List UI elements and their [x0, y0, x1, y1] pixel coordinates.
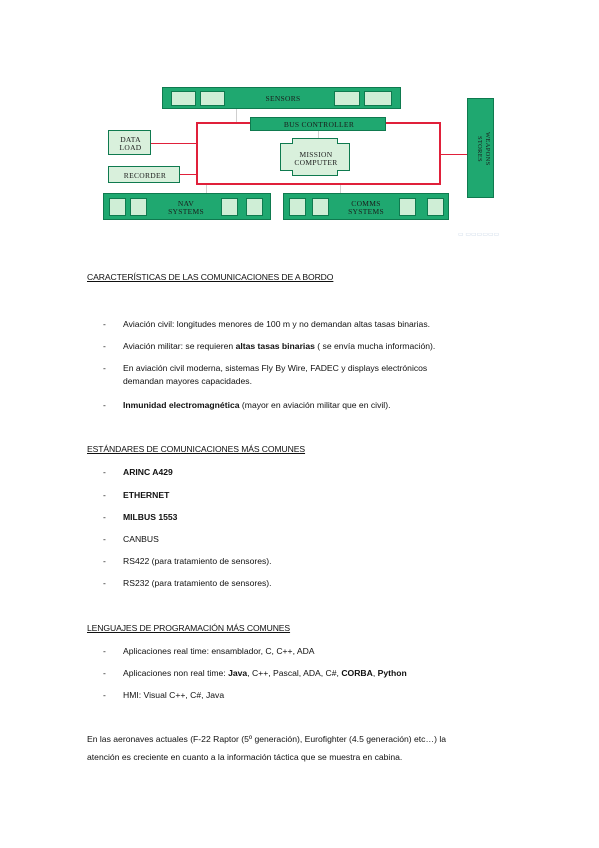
list-item-bold: MILBUS 1553	[123, 512, 178, 522]
list-item-text: En aviación civil moderna, sistemas Fly By Wire, FADEC y displays electrónicos	[123, 363, 428, 373]
list-item	[123, 362, 503, 388]
comms-systems-label-2: SYSTEMS	[348, 207, 384, 216]
list-item-text: , C++, Pascal, ADA, C#,	[247, 668, 342, 678]
list-item	[123, 667, 503, 680]
nav-slot	[246, 198, 263, 216]
connector-sensors	[236, 108, 237, 122]
bullet-dash: -	[103, 668, 106, 678]
list-item-text: ( se envía mucha información).	[314, 341, 436, 351]
nav-slot	[221, 198, 238, 216]
mission-computer-label-2: COMPUTER	[294, 158, 338, 167]
bullet-dash: -	[103, 578, 106, 588]
sensors-block	[162, 87, 401, 109]
list-item	[123, 399, 503, 412]
bus-controller-block	[250, 117, 386, 131]
list-item	[123, 511, 503, 524]
bus-controller-label: BUS CONTROLLER	[283, 120, 355, 129]
bullet-dash: -	[103, 400, 106, 410]
comms-systems-label-1: COMMS	[351, 199, 381, 208]
list-item-text: Aplicaciones real time: ensamblador, C, C++, ADA	[123, 646, 315, 656]
comms-slot	[399, 198, 416, 216]
comms-systems-block	[283, 193, 449, 220]
comms-slot	[289, 198, 306, 216]
list-item	[123, 689, 503, 702]
list-item-text: RS232 (para tratamiento de sensores).	[123, 578, 272, 588]
list-item	[123, 645, 503, 658]
bus-line-left	[196, 122, 198, 185]
nav-systems-label-1: NAV	[177, 199, 195, 208]
bullet-dash: -	[103, 490, 106, 500]
list-item-bold: Python	[377, 668, 407, 678]
nav-slot	[109, 198, 126, 216]
sensors-slot	[171, 91, 196, 106]
closing-line-2: atención es creciente en cuanto a la información táctica que se muestra en cabina.	[87, 752, 403, 762]
bus-line-recorder	[180, 174, 197, 175]
section-heading-caracteristicas: CARACTERÍSTICAS DE LAS COMUNICACIONES DE A BORDO	[87, 272, 334, 282]
list-item	[123, 340, 503, 353]
data-load-block	[108, 130, 151, 155]
list-item-text: demandan mayores capacidades.	[123, 376, 252, 386]
bus-line-data-load	[150, 143, 197, 144]
data-load-label-2: LOAD	[119, 143, 142, 152]
list-item-bold: ARINC A429	[123, 467, 173, 477]
avionics-architecture-diagram	[0, 0, 599, 250]
recorder-block	[108, 166, 180, 183]
weapons-label	[471, 107, 491, 191]
nav-systems-label-2: SYSTEMS	[168, 207, 204, 216]
mission-computer-tab	[292, 138, 338, 144]
list-item-text: HMI: Visual C++, C#, Java	[123, 690, 225, 700]
list-item	[123, 577, 503, 590]
list-item	[123, 555, 503, 568]
weapons-stores-block	[467, 98, 494, 198]
mission-computer-label-1: MISSION	[299, 150, 333, 159]
data-load-label-1: DATA	[120, 135, 141, 144]
bullet-dash: -	[103, 646, 106, 656]
mission-computer-block	[280, 143, 350, 171]
list-item	[123, 489, 503, 502]
list-item-bold: CORBA	[341, 668, 373, 678]
list-item-text: RS422 (para tratamiento de sensores).	[123, 556, 272, 566]
list-item-text: Aviación civil: longitudes menores de 100 m y no demandan altas tasas binarias.	[123, 319, 431, 329]
nav-slot	[130, 198, 147, 216]
recorder-label: RECORDER	[123, 171, 167, 180]
section-heading-lenguajes: LENGUAJES DE PROGRAMACIÓN MÁS COMUNES	[87, 623, 291, 633]
weapons-label-2: STORES	[476, 136, 483, 162]
list-item-text: CANBUS	[123, 534, 159, 544]
nav-systems-block	[103, 193, 271, 220]
bullet-dash: -	[103, 690, 106, 700]
bullet-dash: -	[103, 512, 106, 522]
list-item-bold: ETHERNET	[123, 490, 170, 500]
watermark-logo: ▭ ▭▭▭▭▭▭	[458, 232, 500, 238]
bullet-dash: -	[103, 556, 106, 566]
section-heading-estandares: ESTÁNDARES DE COMUNICACIONES MÁS COMUNES	[87, 444, 306, 454]
sensors-slot	[200, 91, 225, 106]
connector-nav	[206, 185, 207, 193]
list-item	[123, 466, 503, 479]
list-item-bold: altas tasas binarias	[235, 341, 315, 351]
sensors-label: SENSORS	[265, 94, 301, 103]
list-item-text: Aviación militar: se requieren	[123, 341, 236, 351]
bullet-dash: -	[103, 467, 106, 477]
bus-line-bottom	[197, 183, 440, 185]
list-item	[123, 533, 503, 546]
closing-paragraph	[87, 733, 517, 764]
closing-line-1: En las aeronaves actuales (F-22 Raptor (5º generación), Eurofighter (4.5 generación) etc…) la	[87, 734, 447, 744]
bullet-dash: -	[103, 319, 106, 329]
bullet-dash: -	[103, 341, 106, 351]
bullet-dash: -	[103, 363, 106, 373]
weapons-label-1: WEAPONS	[484, 132, 491, 166]
comms-slot	[427, 198, 444, 216]
list-item	[123, 318, 503, 331]
list-item-text: Aplicaciones non real time:	[123, 668, 229, 678]
comms-slot	[312, 198, 329, 216]
mission-computer-tab	[292, 170, 338, 176]
sensors-slot	[334, 91, 360, 106]
list-item-text: ,	[372, 668, 378, 678]
list-item-text: (mayor en aviación militar que en civil).	[239, 400, 391, 410]
sensors-slot	[364, 91, 392, 106]
list-item-bold: Java	[228, 668, 248, 678]
list-item-bold: Inmunidad electromagnética	[123, 400, 240, 410]
bullet-dash: -	[103, 534, 106, 544]
connector-comms	[340, 185, 341, 193]
bus-line-weapons	[440, 154, 468, 155]
